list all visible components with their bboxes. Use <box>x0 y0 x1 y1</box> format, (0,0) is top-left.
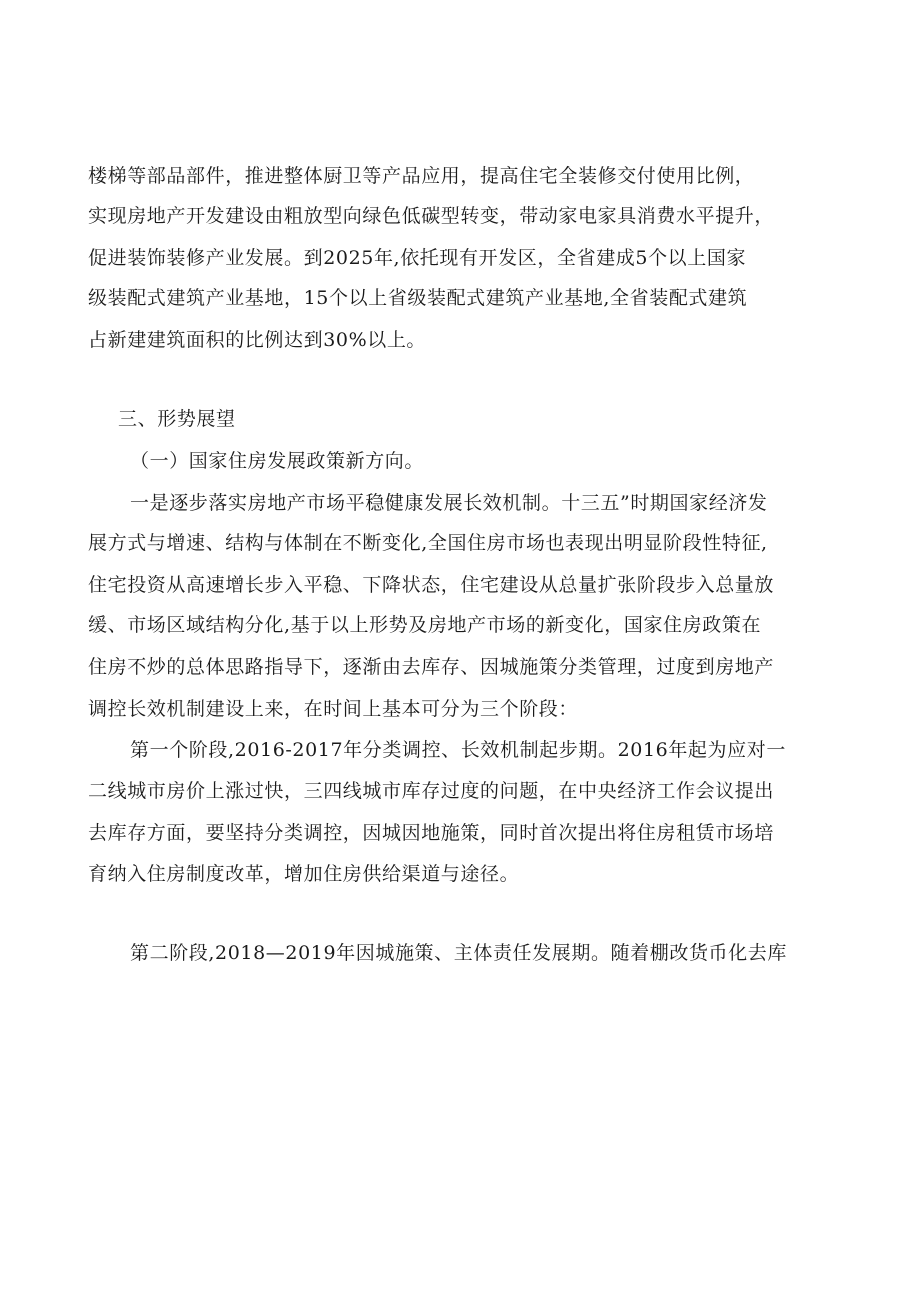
text-line: 占新建建筑面积的比例达到30%以上。 <box>88 329 427 351</box>
text-line: 住房不炒的总体思路指导下，逐渐由去库存、因城施策分类管理，过度到房地产 <box>88 656 775 678</box>
section-heading: 三、形势展望 <box>118 408 236 430</box>
text-line: 展方式与增速、结构与体制在不断变化,全国住房市场也表现出明显阶段性特征, <box>88 532 768 554</box>
text-line: 缓、市场区域结构分化,基于以上形势及房地产市场的新变化，国家住房政策在 <box>88 614 762 636</box>
subsection-heading: （一）国家住房发展政策新方向。 <box>130 450 425 472</box>
text-line: 实现房地产开发建设由粗放型向绿色低碳型转变，带动家电家具消费水平提升， <box>88 205 775 227</box>
text-line: 住宅投资从高速增长步入平稳、下降状态，住宅建设从总量扩张阶段步入总量放 <box>88 574 775 596</box>
text-line: 调控长效机制建设上来，在时间上基本可分为三个阶段： <box>88 698 579 720</box>
text-line: 第二阶段,2018—2019年因城施策、主体责任发展期。随着棚改货币化去库 <box>130 942 787 964</box>
text-line: 二线城市房价上涨过快，三四线城市库存过度的问题，在中央经济工作会议提出 <box>88 780 775 802</box>
text-line: 促进装饰装修产业发展。到2025年,依托现有开发区，全省建成5个以上国家 <box>88 247 747 269</box>
text-line: 第一个阶段,2016-2017年分类调控、长效机制起步期。2016年起为应对一 <box>130 739 786 761</box>
text-line: 去库存方面，要坚持分类调控，因城因地施策，同时首次提出将住房租赁市场培 <box>88 822 775 844</box>
text-line: 育纳入住房制度改革，增加住房供给渠道与途径。 <box>88 863 520 885</box>
text-line: 一是逐步落实房地产市场平稳健康发展长效机制。十三五”时期国家经济发 <box>130 492 768 514</box>
text-line: 级装配式建筑产业基地，15个以上省级装配式建筑产业基地,全省装配式建筑 <box>88 287 748 309</box>
text-line: 楼梯等部品部件，推进整体厨卫等产品应用，提高住宅全装修交付使用比例， <box>88 165 755 187</box>
